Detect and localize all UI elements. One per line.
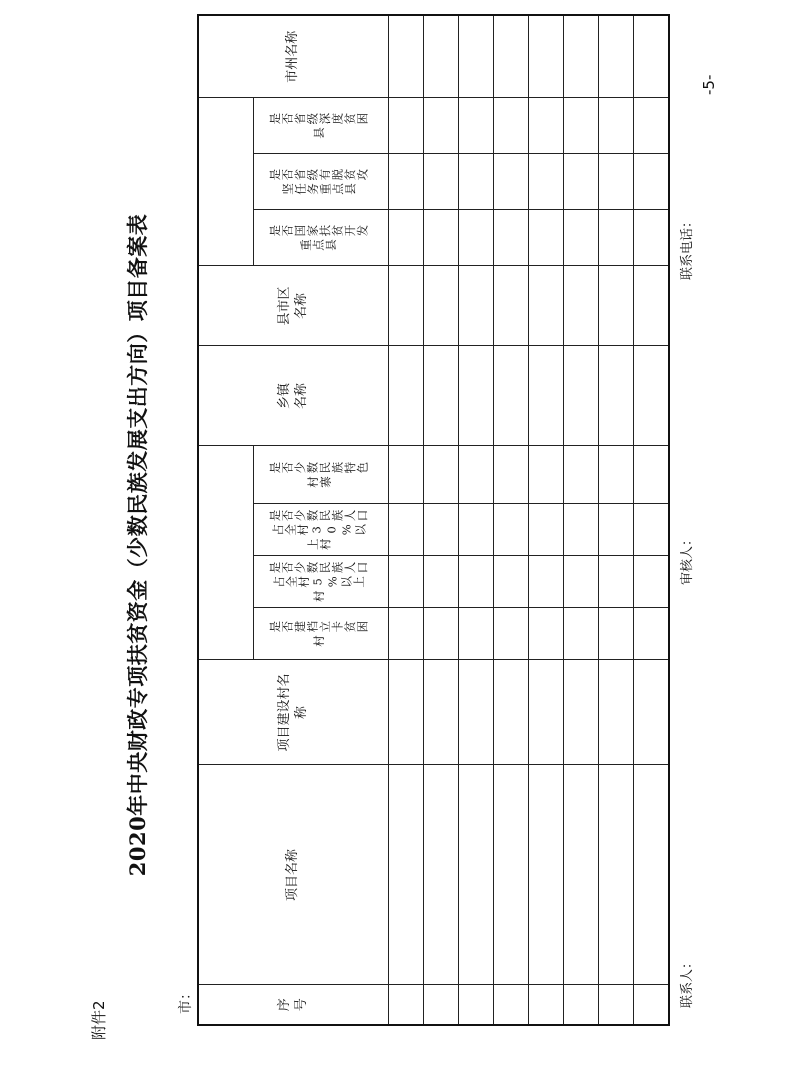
header-provincial-key-county: 是否省级有脱贫攻坚任务重点县: [253, 154, 388, 210]
table-row: [528, 15, 563, 1025]
header-poor-village: 是否建档立卡贫困村: [253, 608, 388, 660]
table-row: [423, 15, 458, 1025]
header-project-name: 项目名称: [198, 765, 388, 985]
header-featured-village: 是否少数民族特色村寨: [253, 446, 388, 504]
header-deep-poverty-county: 是否省级深度贫困县: [253, 98, 388, 154]
header-village-name: 项目建设村名称: [198, 660, 388, 765]
header-prefecture-name: 市州名称: [198, 15, 388, 98]
header-village-attributes-group: [198, 446, 253, 660]
header-minority-30: 是否少数民族人口占全村30%以上村: [253, 504, 388, 556]
contact-label: 联系人：: [680, 955, 695, 1008]
header-national-key-county: 是否国家扶贫开发重点县: [253, 210, 388, 266]
header-county-attributes-group: [198, 98, 253, 266]
city-label: 市：: [178, 986, 194, 1014]
table-row: [633, 15, 669, 1025]
filing-table: [197, 14, 670, 1026]
document-title: 2020年中央财政专项扶贫资金（少数民族发展支出方向）项目备案表: [125, 213, 150, 877]
table-row: [493, 15, 528, 1025]
header-town-name: 乡镇名称: [198, 346, 388, 446]
header-minority-5: 是否少数民族人口占全村5%以上村: [253, 556, 388, 608]
phone-label: 联系电话：: [680, 214, 695, 280]
reviewer-label: 审核人：: [680, 532, 695, 585]
table-row: [458, 15, 493, 1025]
table-row: [563, 15, 598, 1025]
page-number: -5-: [700, 74, 718, 95]
header-seq: 序号: [198, 985, 388, 1025]
header-county-name: 县市区名称: [198, 266, 388, 346]
table-body: [388, 15, 669, 1025]
attachment-label: 附件2: [90, 1000, 108, 1040]
table-row: [598, 15, 633, 1025]
table-row: [388, 15, 423, 1025]
